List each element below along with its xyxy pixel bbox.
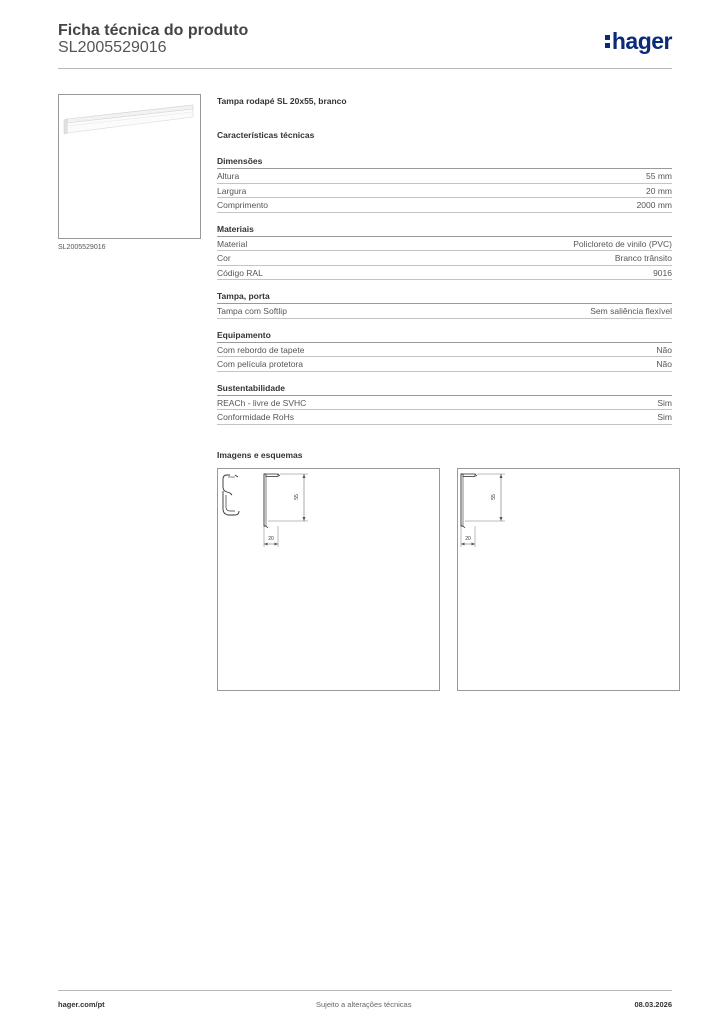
page-header (58, 20, 672, 69)
spec-label: Comprimento (217, 200, 269, 210)
footer-date: 08.03.2026 (634, 1000, 672, 1009)
spec-label: Largura (217, 185, 247, 196)
spec-row (217, 169, 672, 184)
section-title: Sustentabilidade (217, 383, 672, 396)
technical-data (217, 96, 672, 425)
spec-label: Com rebordo de tapete (217, 344, 305, 355)
spec-value: Não (656, 344, 672, 355)
section-materials (217, 224, 672, 281)
spec-value: Sem saliência flexível (590, 306, 672, 316)
spec-label: REACh - livre de SVHC (217, 397, 307, 408)
logo-text: hager (611, 28, 672, 54)
spec-value: Branco trânsito (614, 253, 672, 263)
product-name: Tampa rodapé SL 20x55, branco (217, 96, 347, 106)
hager-logo[interactable] (605, 28, 672, 55)
spec-row (217, 251, 672, 266)
website-link[interactable]: hager.com/pt (58, 1000, 105, 1009)
spec-row (217, 343, 672, 358)
spec-label: Código RAL (217, 267, 263, 278)
spec-label: Com película protetora (217, 359, 303, 369)
spec-value: 55 mm (646, 171, 672, 181)
spec-value: 20 mm (646, 185, 672, 196)
height-dimension-label: 55 (294, 494, 300, 500)
spec-row (217, 184, 672, 199)
section-cover (217, 291, 672, 319)
page-title: Ficha técnica do produto (58, 22, 249, 39)
spec-label: Cor (217, 253, 231, 263)
product-photo-illustration (59, 95, 200, 238)
product-reference: SL2005529016 (58, 39, 167, 56)
spec-label: Altura (217, 171, 240, 181)
height-dimension-label: 55 (491, 494, 497, 500)
product-photo (58, 94, 201, 239)
photo-caption: SL2005529016 (58, 244, 106, 251)
technical-drawing-with-profile (217, 468, 440, 691)
spec-row (217, 266, 672, 281)
spec-row (217, 396, 672, 411)
footer-note: Sujeito a alterações técnicas (316, 1000, 412, 1009)
section-title: Dimensões (217, 156, 672, 169)
width-dimension-label: 20 (268, 536, 274, 542)
technical-characteristics-heading: Características técnicas (217, 130, 315, 140)
spec-value: 2000 mm (636, 200, 672, 210)
technical-drawing-dimensions (457, 468, 680, 691)
spec-value: Policloreto de vinilo (PVC) (573, 238, 672, 249)
spec-row (217, 198, 672, 213)
spec-value: Sim (657, 412, 672, 422)
images-heading: Imagens e esquemas (217, 450, 303, 460)
spec-value: 9016 (653, 267, 672, 278)
section-title: Equipamento (217, 330, 672, 343)
technical-drawing (218, 469, 439, 690)
spec-row (217, 357, 672, 372)
technical-drawing (458, 469, 679, 690)
logo-colon-icon (605, 35, 610, 48)
page-footer (58, 990, 672, 1014)
spec-label: Material (217, 238, 248, 249)
spec-value: Sim (657, 397, 672, 408)
spec-label: Conformidade RoHs (217, 412, 295, 422)
spec-row (217, 237, 672, 252)
section-dimensions (217, 156, 672, 213)
section-equipment (217, 330, 672, 372)
section-title: Tampa, porta (217, 291, 672, 304)
spec-row (217, 304, 672, 319)
spec-row (217, 410, 672, 425)
spec-label: Tampa com Softlip (217, 306, 287, 316)
width-dimension-label: 20 (465, 536, 471, 542)
section-title: Materiais (217, 224, 672, 237)
section-sustainability (217, 383, 672, 425)
spec-value: Não (656, 359, 672, 369)
